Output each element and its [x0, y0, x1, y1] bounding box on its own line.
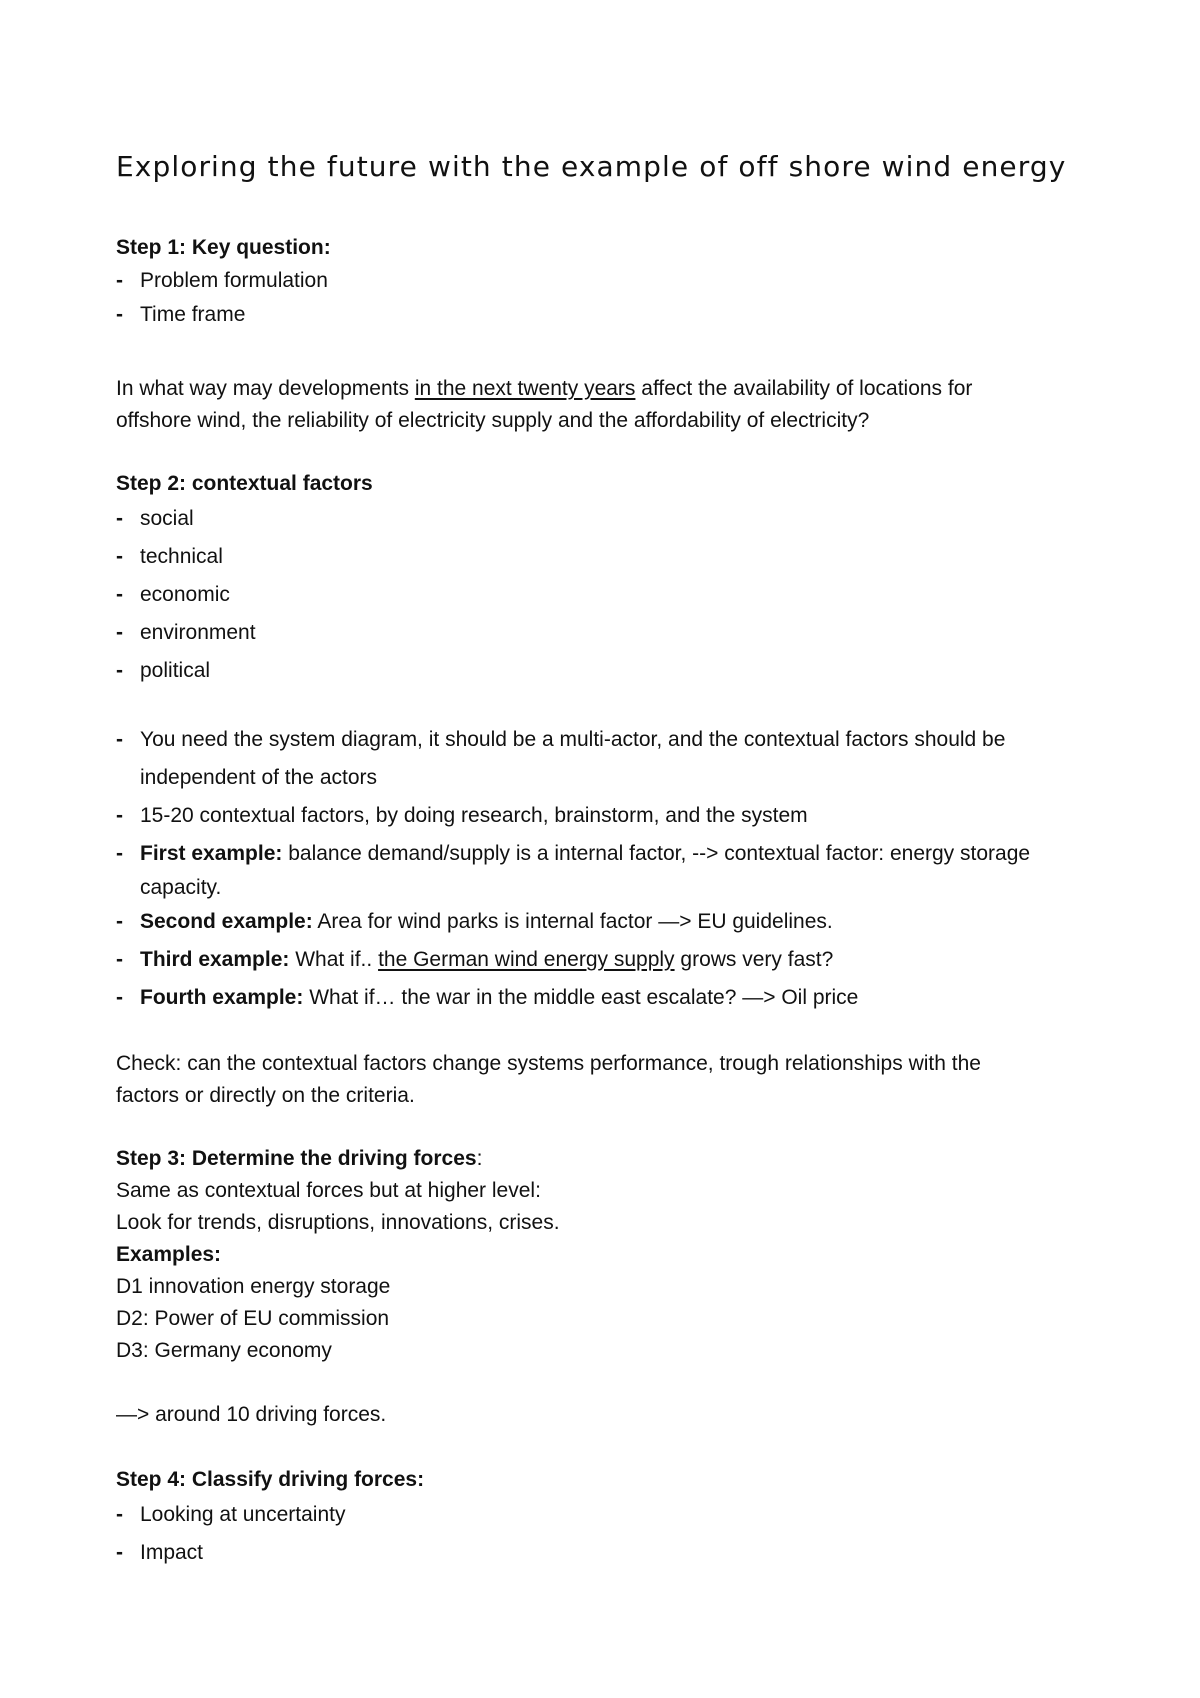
bullet-dash: - — [116, 728, 123, 751]
example-label: First example: — [140, 842, 283, 865]
step1-heading: Step 1: Key question: — [116, 236, 331, 259]
bullet-dash: - — [116, 986, 123, 1009]
step2-heading: Step 2: contextual factors — [116, 472, 373, 495]
examples-label: Examples: — [116, 1243, 222, 1266]
step2-notes: - You need the system diagram, it should be a multi-actor, and the contextual factors should be independent of the actors - 15-20 contextual factors, by doing research, brainstorm, and the system - First example: balance demand/supply is a internal factor, --> contextual factor: energy storage capacity. - Second example: Area for wind parks is internal factor —> EU guidelines. - Third example: What if.. the German wind energy supply grows very fast? - Fourth example: What if… the war in the middle east escalate? —> Oil price — [116, 721, 1116, 1017]
step3-section: Step 3: Determine the driving forces: Same as contextual forces but at higher level: Look for trends, disruptions, innovations, crises. Examples: D1 innovation energy storage D2: Power of EU commission D3: Germany economy — [116, 1143, 1116, 1367]
example-label: Second example: — [140, 910, 313, 933]
list-item: - social — [116, 500, 1116, 538]
list-item: - You need the system diagram, it should be a multi-actor, and the contextual factors should be — [116, 721, 1116, 759]
document-title: Exploring the future with the example of off shore wind energy — [116, 150, 1067, 183]
step2-section — [116, 468, 1116, 690]
underlined-phrase: the German wind energy supply — [378, 948, 675, 971]
bullet-dash: - — [116, 910, 123, 933]
driving-forces-summary: —> around 10 driving forces. — [116, 1403, 387, 1426]
example-label: Fourth example: — [140, 986, 304, 1009]
list-item: D1 innovation energy storage — [116, 1275, 391, 1298]
list-item: - First example: balance demand/supply is a internal factor, --> contextual factor: energy storage — [116, 835, 1116, 873]
bullet-dash: - — [116, 303, 123, 326]
step1-section — [116, 232, 1116, 332]
bullet-dash: - — [116, 269, 123, 292]
step4-section — [116, 1464, 1116, 1572]
check-paragraph: Check: can the contextual factors change systems performance, trough relationships with the factors or directly on the criteria. — [116, 1052, 981, 1107]
underlined-timeframe: in the next twenty years — [414, 377, 636, 400]
example-label: Third example: — [140, 948, 290, 971]
list-item: - Impact — [116, 1534, 1116, 1572]
bullet-dash: - — [116, 804, 123, 827]
bullet-dash: - — [116, 842, 123, 865]
list-item: - Looking at uncertainty — [116, 1496, 1116, 1534]
bullet-dash: - — [116, 583, 123, 606]
bullet-dash: - — [116, 507, 123, 530]
bullet-dash: - — [116, 621, 123, 644]
list-item: - environment — [116, 614, 1116, 652]
list-item: D2: Power of EU commission — [116, 1307, 390, 1330]
bullet-dash: - — [116, 545, 123, 568]
list-item: - 15-20 contextual factors, by doing research, brainstorm, and the system — [116, 797, 1116, 835]
key-question-paragraph: In what way may developments in the next twenty years affect the availability of locations for offshore wind, the reliability of electricity supply and the affordability of electricity? — [116, 377, 973, 432]
list-item: - Time frame — [116, 298, 1116, 332]
list-item: - Third example: What if.. the German wind energy supply grows very fast? — [116, 941, 1116, 979]
step4-heading: Step 4: Classify driving forces: — [116, 1468, 425, 1491]
list-item: - technical — [116, 538, 1116, 576]
step3-heading: Step 3: Determine the driving forces — [116, 1147, 477, 1170]
bullet-dash: - — [116, 948, 123, 971]
list-item: - economic — [116, 576, 1116, 614]
bullet-dash: - — [116, 659, 123, 682]
list-item: - Problem formulation — [116, 264, 1116, 298]
list-item: - political — [116, 652, 1116, 690]
list-item: D3: Germany economy — [116, 1339, 332, 1362]
list-item: - Fourth example: What if… the war in the middle east escalate? —> Oil price — [116, 979, 1116, 1017]
list-item: - Second example: Area for wind parks is internal factor —> EU guidelines. — [116, 903, 1116, 941]
bullet-dash: - — [116, 1503, 123, 1526]
bullet-dash: - — [116, 1541, 123, 1564]
